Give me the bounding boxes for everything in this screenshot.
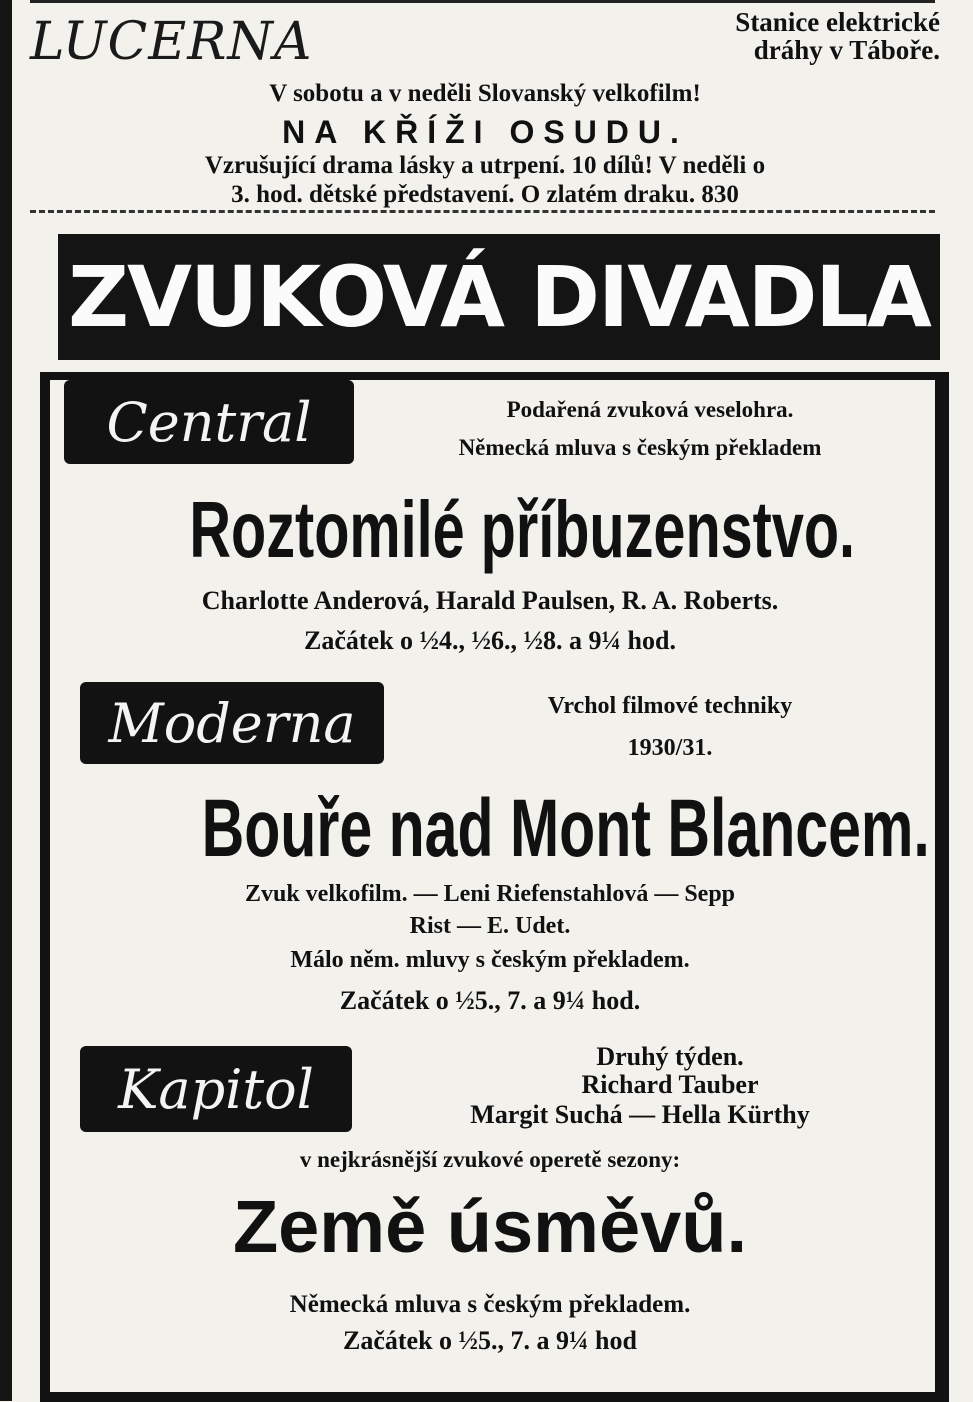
- section-divider: [30, 210, 935, 213]
- moderna-credits-1: Zvuk velkofilm. — Leni Riefenstahlová — Sepp: [244, 881, 736, 907]
- lucerna-film-title: NA KŘÍŽI OSUDU.: [282, 114, 688, 150]
- central-film-title: [60, 485, 920, 574]
- central-logo: Central: [64, 380, 354, 464]
- kapitol-line-4: v nejkrásnější zvukové operetě sezony:: [299, 1147, 681, 1172]
- zvukova-divadla-banner: ZVUKOVÁ DIVADLA: [58, 234, 940, 360]
- lucerna-desc-line-2: 3. hod. dětské představení. O zlatém draku. 830: [231, 181, 739, 208]
- kapitol-line-2: Richard Tauber: [581, 1070, 759, 1099]
- kapitol-line-1: Druhý týden.: [596, 1042, 744, 1071]
- lucerna-name: LUCERNA: [30, 12, 313, 72]
- moderna-language: Málo něm. mluvy s českým překladem.: [290, 947, 690, 973]
- kapitol-line-3: Margit Suchá — Hella Kürthy: [470, 1100, 810, 1129]
- central-times: Začátek o ½4., ½6., ½8. a 9¼ hod.: [304, 626, 676, 655]
- kapitol-film-title: Země úsměvů.: [232, 1185, 748, 1268]
- central-tagline-2: Německá mluva s českým překladem: [458, 435, 822, 460]
- moderna-film-title: [60, 783, 930, 874]
- station-line-1: Stanice elektrické: [735, 7, 940, 37]
- kapitol-times: Začátek o ½5., 7. a 9¼ hod: [343, 1326, 637, 1355]
- moderna-tagline-1: Vrchol filmové techniky: [547, 693, 793, 719]
- moderna-times: Začátek o ½5., 7. a 9¼ hod.: [339, 986, 641, 1015]
- station-line-2: dráhy v Táboře.: [753, 35, 940, 65]
- moderna-film-title-text: Bouře nad Mont Blancem.: [201, 783, 930, 874]
- lucerna-desc-line-1: Vzrušující drama lásky a utrpení. 10 dílů! V neděli o: [204, 152, 766, 179]
- top-rule: [30, 0, 935, 3]
- moderna-logo: Moderna: [80, 682, 384, 764]
- lucerna-weekend-line: V sobotu a v neděli Slovanský velkofilm!: [269, 80, 701, 107]
- central-tagline-1: Podařená zvuková veselohra.: [506, 397, 794, 422]
- left-page-edge: [0, 0, 12, 1401]
- moderna-tagline-2: 1930/31.: [627, 735, 713, 761]
- central-film-title-text: Roztomilé příbuzenstvo.: [189, 485, 856, 574]
- kapitol-language: Německá mluva s českým překladem.: [289, 1291, 691, 1318]
- lucerna-station: [620, 8, 940, 64]
- moderna-credits-2: Rist — E. Udet.: [409, 913, 571, 939]
- central-cast: Charlotte Anderová, Harald Paulsen, R. A. Roberts.: [201, 586, 779, 615]
- kapitol-logo: Kapitol: [80, 1046, 352, 1132]
